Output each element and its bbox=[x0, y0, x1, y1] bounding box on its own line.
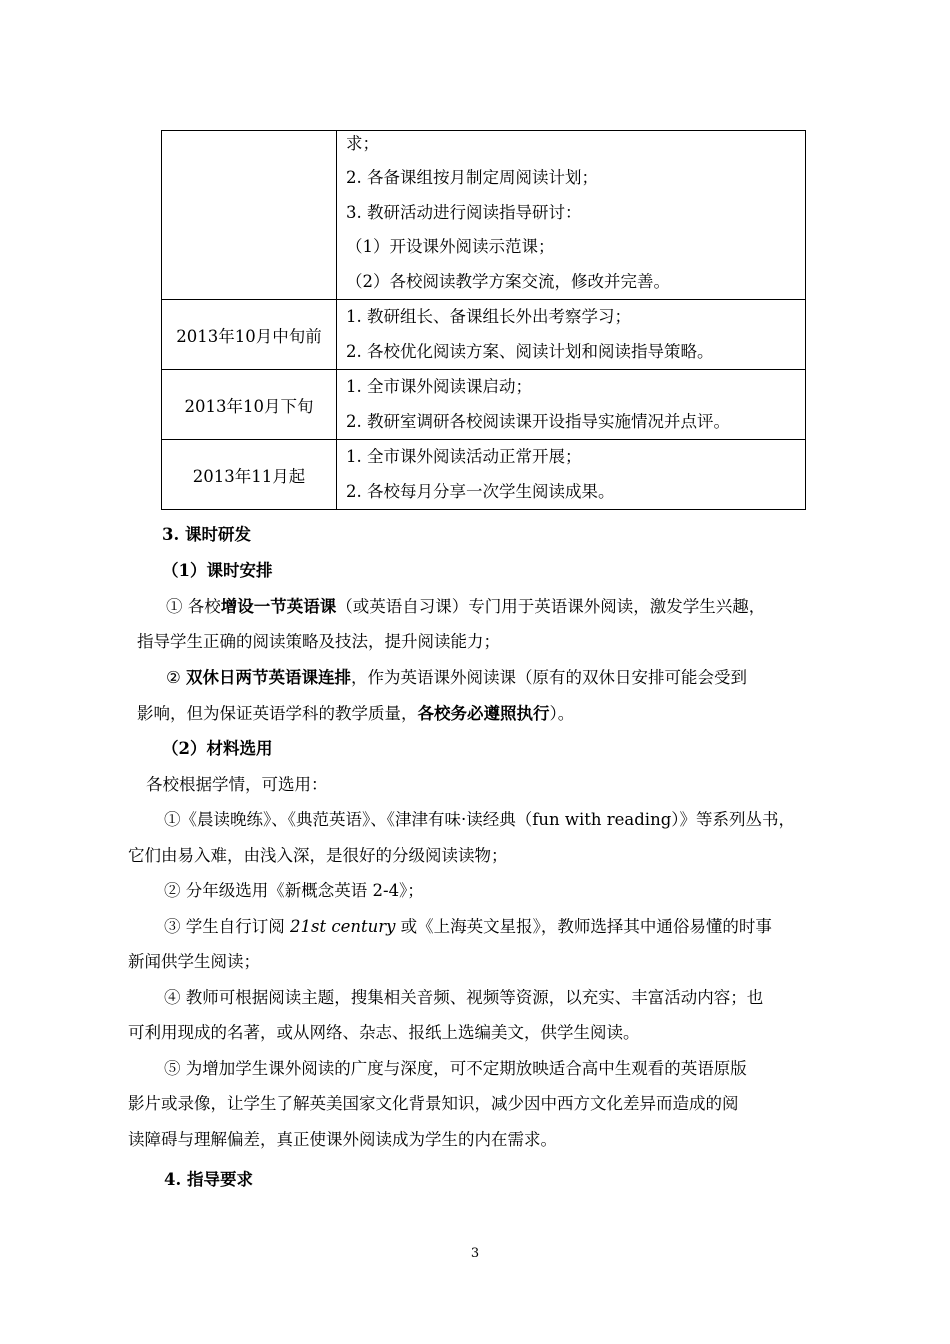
page-number: 3 bbox=[470, 1246, 480, 1261]
activity-line: 1. 全市课外阅读活动正常开展； bbox=[346, 447, 582, 466]
activity-line: 2. 教研室调研各校阅读课开设指导实施情况并点评。 bbox=[346, 411, 730, 431]
text-run: 影响，但为保证英语学科的教学质量， bbox=[137, 704, 418, 723]
activity-line: （1）开设课外阅读示范课； bbox=[346, 237, 555, 256]
paragraph-line: ④ 教师可根据阅读主题，搜集相关音频、视频等资源，以充实、丰富活动内容；也 bbox=[164, 988, 764, 1007]
table-row bbox=[162, 370, 806, 440]
activity-cell bbox=[337, 300, 806, 370]
activity-line: 2. 各备课组按月制定周阅读计划； bbox=[346, 168, 598, 187]
text-run: ① 各校 bbox=[166, 597, 221, 616]
paragraph-line bbox=[166, 666, 747, 690]
paragraph-line: ⑤ 为增加学生课外阅读的广度与深度，可不定期放映适合高中生观看的英语原版 bbox=[164, 1059, 747, 1078]
activity-line: 求； bbox=[346, 134, 379, 153]
activity-line: 1. 全市课外阅读课启动； bbox=[346, 377, 532, 396]
date-cell: 2013年10月中旬前 bbox=[162, 300, 337, 370]
text-run: （或英语自习课）专门用于英语课外阅读，激发学生兴趣， bbox=[336, 597, 766, 616]
text-run: 21st century bbox=[290, 917, 396, 936]
activity-line: 1. 教研组长、备课组长外出考察学习； bbox=[346, 307, 631, 326]
text-run: 双休日两节英语课连排 bbox=[186, 668, 352, 687]
subsection-heading: （1）课时安排 bbox=[162, 561, 273, 580]
paragraph-line bbox=[164, 915, 772, 939]
section-heading: 3. 课时研发 bbox=[162, 525, 251, 544]
text-run: ）。 bbox=[549, 704, 575, 723]
paragraph-line: 影片或录像，让学生了解英美国家文化背景知识，减少因中西方文化差异而造成的阅 bbox=[128, 1094, 739, 1113]
paragraph-line: ② 分年级选用《新概念英语 2-4》； bbox=[164, 881, 424, 900]
activity-cell bbox=[337, 131, 806, 300]
date-cell bbox=[162, 131, 337, 300]
subsection-heading: （2）材料选用 bbox=[162, 739, 273, 758]
paragraph-line: 它们由易入难，由浅入深，是很好的分级阅读读物； bbox=[128, 846, 508, 865]
text-run: ③ 学生自行订阅 bbox=[164, 917, 290, 936]
paragraph-line: 可利用现成的名著，或从网络、杂志、报纸上选编美文，供学生阅读。 bbox=[128, 1023, 640, 1042]
paragraph-line: ①《晨读晚练》、《典范英语》、《津津有味·读经典（fun with reading）》等系列丛书， bbox=[164, 810, 796, 829]
activity-line: 2. 各校优化阅读方案、阅读计划和阅读指导策略。 bbox=[346, 341, 714, 361]
activity-cell bbox=[337, 440, 806, 510]
paragraph-line bbox=[166, 595, 765, 619]
table-row bbox=[162, 131, 806, 300]
paragraph-line: 各校根据学情，可选用： bbox=[146, 775, 328, 794]
activity-cell bbox=[337, 370, 806, 440]
paragraph-line: 新闻供学生阅读； bbox=[128, 952, 260, 971]
activity-line: 3. 教研活动进行阅读指导研讨： bbox=[346, 202, 582, 222]
paragraph-line bbox=[137, 702, 574, 726]
text-run: 增设一节英语课 bbox=[220, 597, 337, 616]
text-run: ，作为英语课外阅读课（原有的双休日安排可能会受到 bbox=[351, 668, 748, 687]
table-row bbox=[162, 440, 806, 510]
date-cell: 2013年11月起 bbox=[162, 440, 337, 510]
date-cell: 2013年10月下旬 bbox=[162, 370, 337, 440]
activity-line: 2. 各校每月分享一次学生阅读成果。 bbox=[346, 481, 615, 501]
text-run: 各校务必遵照执行 bbox=[417, 704, 550, 723]
table-row bbox=[162, 300, 806, 370]
schedule-table bbox=[161, 130, 806, 510]
section-heading: 4. 指导要求 bbox=[164, 1170, 253, 1189]
paragraph-line: 读障碍与理解偏差，真正使课外阅读成为学生的内在需求。 bbox=[128, 1130, 557, 1149]
text-run: ② bbox=[166, 668, 187, 687]
paragraph-line: 指导学生正确的阅读策略及技法，提升阅读能力； bbox=[137, 632, 500, 651]
activity-line: （2）各校阅读教学方案交流，修改并完善。 bbox=[346, 271, 670, 291]
text-run: 或《上海英文星报》，教师选择其中通俗易懂的时事 bbox=[395, 917, 772, 936]
